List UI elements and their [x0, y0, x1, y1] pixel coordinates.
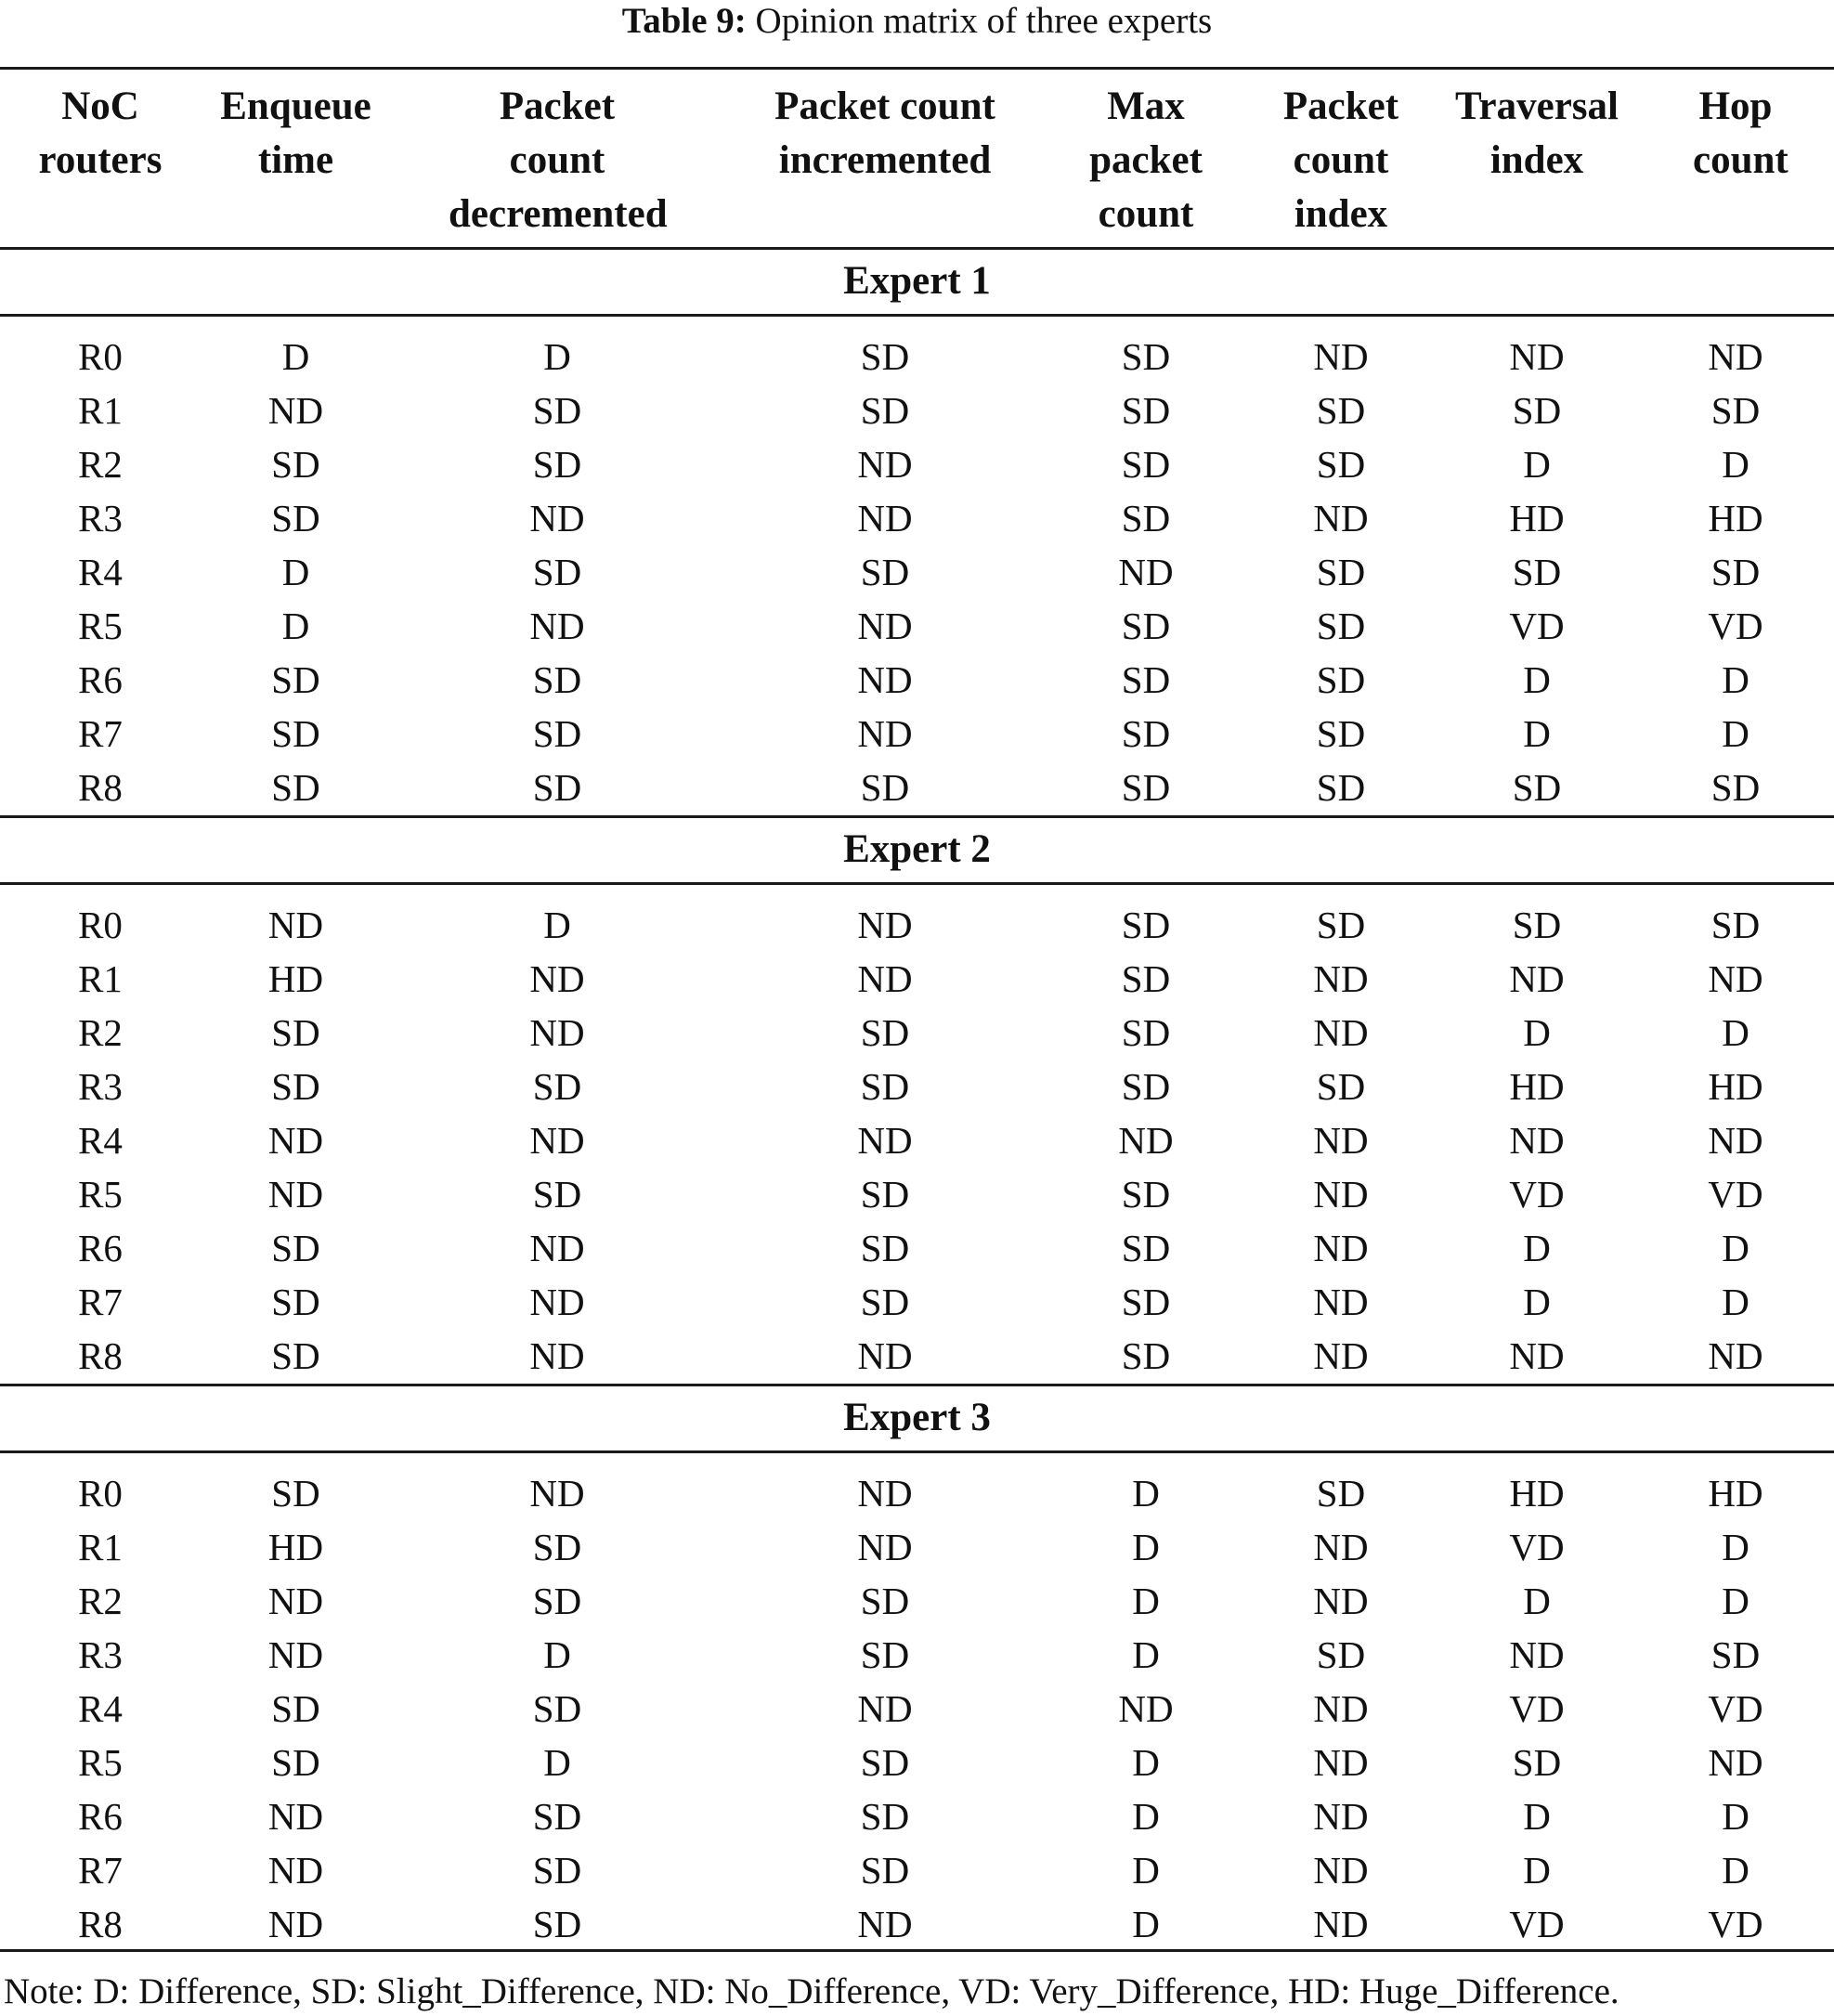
table-cell: SD	[271, 712, 320, 755]
table-cell: D	[1722, 712, 1749, 755]
table-cell: ND	[267, 1173, 324, 1216]
table-cell: SD	[271, 1741, 320, 1784]
table-cell: ND	[267, 904, 324, 946]
table-cell: D	[1523, 658, 1551, 701]
group-rule-bottom	[0, 314, 1834, 317]
table-cell: ND	[1313, 1687, 1369, 1730]
table-cell: D	[1523, 443, 1551, 486]
table-caption-text: Opinion matrix of three experts	[755, 1, 1213, 41]
table-row	[0, 1897, 1834, 1951]
table-cell: SD	[532, 389, 582, 432]
table-cell: ND	[529, 1281, 585, 1323]
table-cell: D	[1132, 1795, 1160, 1838]
table-cell: SD	[860, 551, 910, 593]
table-cell: SD	[860, 335, 910, 378]
table-cell: ND	[1313, 1741, 1369, 1784]
table-cell: ND	[857, 712, 913, 755]
table-cell: SD	[271, 1227, 320, 1269]
table-cell: D	[281, 605, 310, 647]
table-cell: SD	[860, 1011, 910, 1054]
table-cell: SD	[1121, 1065, 1171, 1108]
table-cell: ND	[857, 658, 913, 701]
table-cell: ND	[267, 1795, 324, 1838]
table-cell: SD	[271, 443, 320, 486]
table-cell: ND	[1708, 1334, 1763, 1377]
table-cell: SD	[1121, 1281, 1171, 1323]
table-cell: D	[1132, 1526, 1160, 1568]
table-cell: HD	[267, 1526, 324, 1568]
table-cell: SD	[1121, 957, 1171, 1000]
table-cell: SD	[532, 658, 582, 701]
table-cell: D	[1132, 1849, 1160, 1892]
table-cell: VD	[1708, 1687, 1763, 1730]
table-cell: D	[1523, 1281, 1551, 1323]
table-row	[0, 1843, 1834, 1897]
table-cell: ND	[1313, 957, 1369, 1000]
table-cell: VD	[1708, 1173, 1763, 1216]
group-rule-bottom	[0, 1450, 1834, 1453]
router-cell: R1	[78, 1526, 123, 1568]
table-cell: SD	[532, 1903, 582, 1945]
table-cell: SD	[532, 443, 582, 486]
table-cell: ND	[529, 1472, 585, 1515]
table-cell: HD	[267, 957, 324, 1000]
table-cell: D	[1722, 1526, 1749, 1568]
table-cell: ND	[1313, 1011, 1369, 1054]
table-cell: SD	[860, 1795, 910, 1838]
table-cell: D	[543, 1633, 571, 1676]
table-note: Note: D: Difference, SD: Slight_Difference, ND: No_Difference, VD: Very_Difference, HD: Huge_Difference.	[4, 1971, 1619, 2011]
table-row	[0, 1628, 1834, 1682]
table-row	[0, 1113, 1834, 1167]
router-cell: R0	[78, 904, 123, 946]
table-cell: D	[1132, 1472, 1160, 1515]
column-header: Max packet count	[1089, 85, 1203, 236]
bottom-rule	[0, 1949, 1834, 1952]
table-cell: SD	[860, 389, 910, 432]
table-cell: SD	[1121, 658, 1171, 701]
router-cell: R2	[78, 1011, 123, 1054]
table-cell: ND	[267, 389, 324, 432]
router-cell: R3	[78, 1633, 123, 1676]
group-title: Expert 3	[843, 1396, 991, 1439]
table-cell: SD	[1316, 1065, 1366, 1108]
table-row	[0, 545, 1834, 599]
table-cell: ND	[267, 1119, 324, 1162]
group-title: Expert 1	[843, 259, 991, 303]
table-cell: ND	[1313, 497, 1369, 540]
table-cell: ND	[529, 497, 585, 540]
table-cell: SD	[860, 1580, 910, 1622]
table-cell: ND	[529, 1011, 585, 1054]
table-row	[0, 1167, 1834, 1221]
table-row	[0, 1221, 1834, 1275]
table-cell: SD	[1316, 1633, 1366, 1676]
table-cell: ND	[1118, 1119, 1174, 1162]
table-cell: SD	[1710, 389, 1761, 432]
table-cell: HD	[1509, 1065, 1565, 1108]
table-cell: SD	[1121, 605, 1171, 647]
router-cell: R8	[78, 1903, 123, 1945]
table-row	[0, 898, 1834, 952]
table-cell: HD	[1509, 1472, 1565, 1515]
router-cell: R1	[78, 389, 123, 432]
table-cell: ND	[267, 1580, 324, 1622]
router-cell: R6	[78, 1227, 123, 1269]
table-cell: SD	[860, 1065, 910, 1108]
table-cell: ND	[1509, 1633, 1565, 1676]
table-cell: SD	[860, 766, 910, 809]
table-cell: ND	[857, 904, 913, 946]
table-cell: SD	[860, 1227, 910, 1269]
table-cell: VD	[1708, 605, 1763, 647]
table-caption	[0, 0, 1834, 43]
table-cell: SD	[1121, 389, 1171, 432]
table-cell: D	[1722, 1281, 1749, 1323]
table-row	[0, 1329, 1834, 1383]
table-cell: HD	[1708, 1065, 1763, 1108]
table-cell: ND	[1313, 1580, 1369, 1622]
group-rule-bottom	[0, 882, 1834, 885]
table-cell: ND	[857, 1334, 913, 1377]
table-row	[0, 599, 1834, 653]
table-cell: ND	[857, 1472, 913, 1515]
table-cell: SD	[532, 1526, 582, 1568]
table-cell: ND	[529, 1334, 585, 1377]
table-cell: SD	[271, 766, 320, 809]
table-row	[0, 761, 1834, 814]
table-cell: D	[1722, 1580, 1749, 1622]
router-cell: R5	[78, 1741, 123, 1784]
column-header: Hop count	[1693, 85, 1788, 182]
table-cell: ND	[857, 443, 913, 486]
table-cell: ND	[529, 1119, 585, 1162]
table-cell: ND	[857, 957, 913, 1000]
table-cell: VD	[1509, 605, 1565, 647]
router-cell: R3	[78, 1065, 123, 1108]
table-row	[0, 1574, 1834, 1628]
table-cell: SD	[1316, 389, 1366, 432]
table-row	[0, 1060, 1834, 1113]
table-row	[0, 1275, 1834, 1329]
table-cell: D	[1132, 1633, 1160, 1676]
table-cell: ND	[857, 497, 913, 540]
table-cell: D	[1523, 1849, 1551, 1892]
table-cell: D	[1722, 1795, 1749, 1838]
table-cell: ND	[1708, 1741, 1763, 1784]
table-cell: VD	[1708, 1903, 1763, 1945]
router-cell: R2	[78, 1580, 123, 1622]
table-cell: SD	[532, 1687, 582, 1730]
router-cell: R5	[78, 1173, 123, 1216]
table-row	[0, 1520, 1834, 1574]
router-cell: R4	[78, 1687, 123, 1730]
table-cell: ND	[857, 1119, 913, 1162]
table-cell: ND	[529, 1227, 585, 1269]
table-cell: VD	[1509, 1687, 1565, 1730]
header-row	[0, 80, 1834, 241]
table-row	[0, 330, 1834, 384]
table-row	[0, 1682, 1834, 1736]
table-cell: SD	[1121, 766, 1171, 809]
table-cell: D	[543, 335, 571, 378]
table-cell: ND	[267, 1903, 324, 1945]
table-cell: VD	[1509, 1526, 1565, 1568]
router-cell: R7	[78, 1281, 123, 1323]
table-cell: ND	[1313, 1227, 1369, 1269]
router-cell: R0	[78, 335, 123, 378]
table-cell: ND	[1118, 551, 1174, 593]
table-cell: ND	[267, 1633, 324, 1676]
table-cell: HD	[1708, 1472, 1763, 1515]
table-cell: D	[1132, 1741, 1160, 1784]
table-cell: ND	[1313, 1849, 1369, 1892]
table-cell: SD	[1316, 904, 1366, 946]
table-cell: SD	[1121, 1173, 1171, 1216]
table-cell: D	[1722, 1011, 1749, 1054]
column-header: Packet count incremented	[774, 85, 995, 182]
table-cell: SD	[1710, 766, 1761, 809]
table-cell: D	[1132, 1580, 1160, 1622]
table-cell: HD	[1509, 497, 1565, 540]
table-cell: D	[281, 335, 310, 378]
table-cell: D	[1722, 1849, 1749, 1892]
router-cell: R7	[78, 1849, 123, 1892]
table-cell: HD	[1708, 497, 1763, 540]
table-cell: D	[1722, 443, 1749, 486]
table-cell: D	[1523, 712, 1551, 755]
table-cell: SD	[1710, 1633, 1761, 1676]
table-cell: ND	[1509, 957, 1565, 1000]
table-cell: D	[1722, 658, 1749, 701]
table-cell: ND	[1118, 1687, 1174, 1730]
table-cell: SD	[532, 1173, 582, 1216]
table-cell: D	[1523, 1580, 1551, 1622]
table-cell: D	[1523, 1795, 1551, 1838]
table-cell: SD	[1316, 766, 1366, 809]
table-cell: SD	[860, 1633, 910, 1676]
table-cell: ND	[1708, 335, 1763, 378]
table-row	[0, 384, 1834, 437]
table-cell: SD	[532, 1849, 582, 1892]
table-cell: D	[543, 1741, 571, 1784]
table-row	[0, 1006, 1834, 1060]
table-cell: SD	[1316, 443, 1366, 486]
table-row	[0, 437, 1834, 491]
table-cell: SD	[271, 658, 320, 701]
table-cell: D	[1523, 1011, 1551, 1054]
table-cell: SD	[532, 1795, 582, 1838]
table-cell: ND	[1509, 1334, 1565, 1377]
table-cell: D	[1523, 1227, 1551, 1269]
table-cell: SD	[860, 1849, 910, 1892]
table-cell: ND	[857, 1687, 913, 1730]
group-title: Expert 2	[843, 827, 991, 871]
table-cell: SD	[1710, 551, 1761, 593]
column-header: Traversal index	[1455, 85, 1619, 182]
table-cell: SD	[1512, 904, 1562, 946]
table-cell: SD	[532, 1580, 582, 1622]
table-cell: SD	[1316, 712, 1366, 755]
router-cell: R3	[78, 497, 123, 540]
table-cell: D	[1132, 1903, 1160, 1945]
column-header: Packet count decremented	[449, 85, 668, 236]
table-cell: SD	[860, 1173, 910, 1216]
router-cell: R2	[78, 443, 123, 486]
router-cell: R4	[78, 551, 123, 593]
table-cell: ND	[1313, 1334, 1369, 1377]
table-cell: SD	[1121, 712, 1171, 755]
table-cell: ND	[529, 957, 585, 1000]
table-cell: SD	[1316, 1472, 1366, 1515]
table-cell: SD	[1316, 551, 1366, 593]
top-rule	[0, 67, 1834, 70]
table-cell: SD	[1512, 766, 1562, 809]
table-cell: SD	[271, 1011, 320, 1054]
router-cell: R4	[78, 1119, 123, 1162]
table-cell: ND	[1509, 335, 1565, 378]
router-cell: R7	[78, 712, 123, 755]
table-cell: SD	[1316, 605, 1366, 647]
table-cell: SD	[532, 551, 582, 593]
table-cell: SD	[1121, 1227, 1171, 1269]
table-cell: SD	[1512, 1741, 1562, 1784]
table-cell: VD	[1509, 1903, 1565, 1945]
table-cell: SD	[271, 1281, 320, 1323]
column-header: Enqueue time	[220, 85, 371, 182]
table-cell: SD	[1710, 904, 1761, 946]
table-cell: SD	[1121, 497, 1171, 540]
table-cell: ND	[857, 1903, 913, 1945]
table-row	[0, 1466, 1834, 1520]
table-row	[0, 707, 1834, 761]
table-cell: ND	[529, 605, 585, 647]
table-cell: D	[1722, 1227, 1749, 1269]
table-cell: SD	[532, 766, 582, 809]
router-cell: R5	[78, 605, 123, 647]
table-cell: SD	[1121, 335, 1171, 378]
router-cell: R6	[78, 658, 123, 701]
table-cell: SD	[1316, 658, 1366, 701]
router-cell: R8	[78, 1334, 123, 1377]
table-row	[0, 653, 1834, 707]
table-cell: ND	[1313, 1173, 1369, 1216]
table-cell: SD	[1121, 1334, 1171, 1377]
table-cell: ND	[1313, 1903, 1369, 1945]
table-cell: SD	[271, 1065, 320, 1108]
table-cell: ND	[1313, 1526, 1369, 1568]
table-cell: ND	[857, 1526, 913, 1568]
table-cell: SD	[1512, 551, 1562, 593]
table-cell: SD	[271, 1334, 320, 1377]
router-cell: R1	[78, 957, 123, 1000]
table-cell: D	[543, 904, 571, 946]
table-cell: SD	[1121, 443, 1171, 486]
table-cell: SD	[532, 712, 582, 755]
table-row	[0, 491, 1834, 545]
router-cell: R0	[78, 1472, 123, 1515]
table-row	[0, 1789, 1834, 1843]
router-cell: R6	[78, 1795, 123, 1838]
table-cell: ND	[267, 1849, 324, 1892]
table-row	[0, 952, 1834, 1006]
table-cell: SD	[271, 497, 320, 540]
router-cell: R8	[78, 766, 123, 809]
table-cell: ND	[1313, 1795, 1369, 1838]
table-cell: ND	[1313, 1119, 1369, 1162]
table-caption-label: Table 9:	[621, 1, 747, 41]
table-cell: SD	[532, 1065, 582, 1108]
table-cell: ND	[1708, 1119, 1763, 1162]
column-header: Packet count index	[1282, 85, 1399, 236]
table-cell: VD	[1509, 1173, 1565, 1216]
table-row	[0, 1736, 1834, 1789]
table-cell: SD	[271, 1687, 320, 1730]
table-cell: SD	[1512, 389, 1562, 432]
table-cell: ND	[1509, 1119, 1565, 1162]
column-header: NoC routers	[38, 85, 163, 182]
table-cell: SD	[860, 1281, 910, 1323]
table-cell: ND	[1313, 1281, 1369, 1323]
table-cell: SD	[860, 1741, 910, 1784]
table-cell: D	[281, 551, 310, 593]
table-cell: ND	[1313, 335, 1369, 378]
table-cell: ND	[1708, 957, 1763, 1000]
table-cell: SD	[1121, 904, 1171, 946]
table-cell: SD	[1121, 1011, 1171, 1054]
table-cell: ND	[857, 605, 913, 647]
table-cell: SD	[271, 1472, 320, 1515]
